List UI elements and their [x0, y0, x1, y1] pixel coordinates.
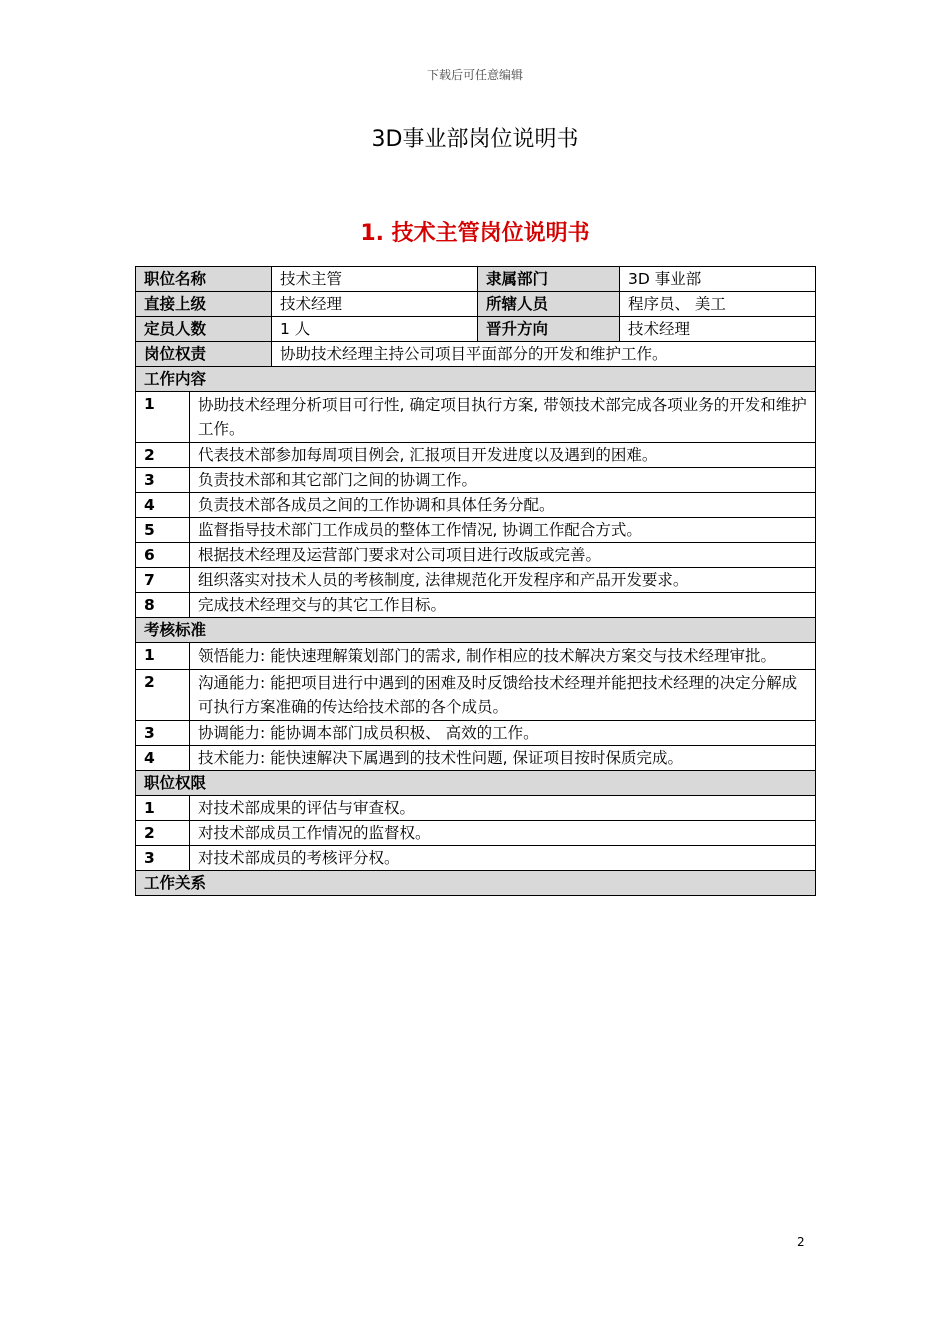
value-department: 3D 事业部 — [620, 267, 816, 292]
work-item-number: 1 — [136, 392, 190, 443]
value-headcount: 1 人 — [272, 317, 478, 342]
heading-work-content: 工作内容 — [136, 367, 816, 392]
label-subordinates: 所辖人员 — [478, 292, 620, 317]
work-item-number: 3 — [136, 468, 190, 493]
assessment-item-text: 沟通能力: 能把项目进行中遇到的困难及时反馈给技术经理并能把技术经理的决定分解成可执行方案准确的传达给技术部的各个成员。 — [190, 670, 816, 721]
header-note: 下载后可任意编辑 — [426, 68, 523, 82]
work-item-number: 8 — [136, 593, 190, 618]
assessment-item-text: 协调能力: 能协调本部门成员积极、 高效的工作。 — [190, 721, 816, 746]
value-job-title: 技术主管 — [272, 267, 478, 292]
work-item-text: 组织落实对技术人员的考核制度, 法律规范化开发程序和产品开发要求。 — [190, 568, 816, 593]
label-promotion: 晋升方向 — [478, 317, 620, 342]
assessment-item-number: 4 — [136, 746, 190, 771]
label-department: 隶属部门 — [478, 267, 620, 292]
heading-authority: 职位权限 — [136, 771, 816, 796]
label-headcount: 定员人数 — [136, 317, 272, 342]
work-item-number: 5 — [136, 518, 190, 543]
assessment-item-number: 2 — [136, 670, 190, 721]
work-item-text: 协助技术经理分析项目可行性, 确定项目执行方案, 带领技术部完成各项业务的开发和维护工作。 — [190, 392, 816, 443]
value-subordinates: 程序员、 美工 — [620, 292, 816, 317]
assessment-item-text: 领悟能力: 能快速理解策划部门的需求, 制作相应的技术解决方案交与技术经理审批。 — [190, 643, 816, 670]
assessment-item-number: 1 — [136, 643, 190, 670]
authority-item-text: 对技术部成果的评估与审查权。 — [190, 796, 816, 821]
work-item-text: 负责技术部各成员之间的工作协调和具体任务分配。 — [190, 493, 816, 518]
work-item-text: 负责技术部和其它部门之间的协调工作。 — [190, 468, 816, 493]
page-number: 2 — [797, 1235, 805, 1249]
authority-item-number: 1 — [136, 796, 190, 821]
value-superior: 技术经理 — [272, 292, 478, 317]
authority-item-number: 3 — [136, 846, 190, 871]
section-title: 1. 技术主管岗位说明书 — [360, 221, 590, 246]
value-promotion: 技术经理 — [620, 317, 816, 342]
value-duty: 协助技术经理主持公司项目平面部分的开发和维护工作。 — [272, 342, 816, 367]
job-description-table — [135, 266, 816, 896]
work-item-number: 2 — [136, 443, 190, 468]
label-job-title: 职位名称 — [136, 267, 272, 292]
work-item-number: 4 — [136, 493, 190, 518]
assessment-item-text: 技术能力: 能快速解决下属遇到的技术性问题, 保证项目按时保质完成。 — [190, 746, 816, 771]
label-superior: 直接上级 — [136, 292, 272, 317]
heading-relations: 工作关系 — [136, 871, 816, 896]
work-item-text: 完成技术经理交与的其它工作目标。 — [190, 593, 816, 618]
work-item-number: 6 — [136, 543, 190, 568]
authority-item-text: 对技术部成员工作情况的监督权。 — [190, 821, 816, 846]
work-item-number: 7 — [136, 568, 190, 593]
heading-assessment: 考核标准 — [136, 618, 816, 643]
authority-item-number: 2 — [136, 821, 190, 846]
authority-item-text: 对技术部成员的考核评分权。 — [190, 846, 816, 871]
work-item-text: 监督指导技术部门工作成员的整体工作情况, 协调工作配合方式。 — [190, 518, 816, 543]
assessment-item-number: 3 — [136, 721, 190, 746]
label-duty: 岗位权责 — [136, 342, 272, 367]
work-item-text: 代表技术部参加每周项目例会, 汇报项目开发进度以及遇到的困难。 — [190, 443, 816, 468]
document-title: 3D事业部岗位说明书 — [371, 127, 579, 152]
work-item-text: 根据技术经理及运营部门要求对公司项目进行改版或完善。 — [190, 543, 816, 568]
